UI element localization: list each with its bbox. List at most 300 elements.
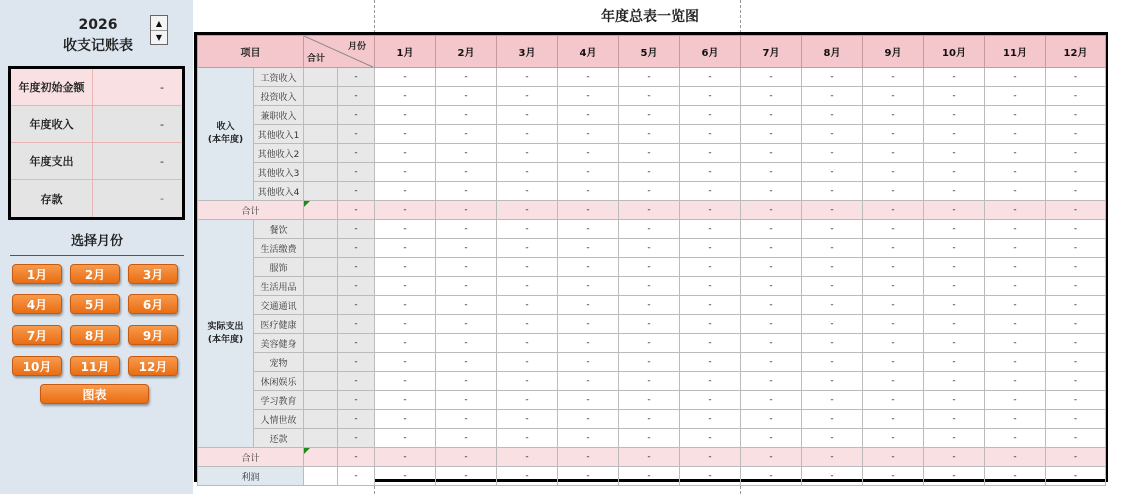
value-cell[interactable]: - [741,201,802,220]
value-cell[interactable]: - [741,68,802,87]
value-cell[interactable]: - [497,163,558,182]
value-cell[interactable]: - [924,315,985,334]
value-cell[interactable]: - [436,258,497,277]
value-cell[interactable]: - [802,391,863,410]
value-cell[interactable]: - [680,258,741,277]
category-label: 其他收入2 [254,144,304,163]
value-cell[interactable]: - [924,239,985,258]
value-cell[interactable]: - [863,410,924,429]
value-cell[interactable]: - [619,277,680,296]
value-cell[interactable]: - [863,125,924,144]
spin-up-icon[interactable]: ▲ [155,18,163,28]
value-cell[interactable]: - [680,277,741,296]
value-cell[interactable]: - [619,296,680,315]
row-total-cell: - [338,144,375,163]
value-cell[interactable]: - [680,334,741,353]
value-cell[interactable]: - [680,448,741,467]
value-cell[interactable]: - [1046,163,1106,182]
value-cell[interactable]: - [1046,467,1106,486]
header-month-4: 4月 [558,36,619,68]
value-cell[interactable]: - [680,372,741,391]
value-cell[interactable]: - [863,448,924,467]
value-cell[interactable]: - [375,353,436,372]
month-button-6[interactable]: 6月 [128,294,178,314]
value-cell[interactable]: - [436,315,497,334]
row-total-cell: - [338,87,375,106]
value-cell[interactable]: - [863,277,924,296]
value-cell[interactable]: - [436,87,497,106]
value-cell[interactable]: - [985,372,1046,391]
value-cell[interactable]: - [497,372,558,391]
value-cell[interactable]: - [436,125,497,144]
month-button-11[interactable]: 11月 [70,356,120,376]
value-cell[interactable]: - [924,296,985,315]
value-cell[interactable]: - [924,334,985,353]
value-cell[interactable]: - [436,372,497,391]
value-cell[interactable]: - [497,68,558,87]
value-cell[interactable]: - [924,144,985,163]
month-button-10[interactable]: 10月 [12,356,62,376]
value-cell[interactable]: - [558,391,619,410]
value-cell[interactable]: - [802,163,863,182]
value-cell[interactable]: - [802,467,863,486]
value-cell[interactable]: - [802,220,863,239]
value-cell[interactable]: - [741,258,802,277]
value-cell[interactable]: - [497,467,558,486]
value-cell[interactable]: - [741,296,802,315]
value-cell[interactable]: - [680,106,741,125]
value-cell[interactable]: - [436,334,497,353]
value-cell[interactable]: - [680,315,741,334]
value-cell[interactable]: - [497,315,558,334]
value-cell[interactable]: - [802,201,863,220]
value-cell[interactable]: - [802,334,863,353]
value-cell[interactable]: - [802,429,863,448]
value-cell[interactable]: - [741,372,802,391]
value-cell[interactable]: - [924,106,985,125]
value-cell[interactable]: - [802,372,863,391]
value-cell[interactable]: - [863,429,924,448]
value-cell[interactable]: - [741,467,802,486]
value-cell[interactable]: - [680,429,741,448]
value-cell[interactable]: - [558,182,619,201]
month-button-5[interactable]: 5月 [70,294,120,314]
value-cell[interactable]: - [1046,334,1106,353]
value-cell[interactable]: - [436,410,497,429]
value-cell[interactable]: - [863,353,924,372]
value-cell[interactable]: - [375,182,436,201]
category-label: 餐饮 [254,220,304,239]
value-cell[interactable]: - [436,296,497,315]
value-cell[interactable]: - [924,429,985,448]
value-cell[interactable]: - [619,163,680,182]
value-cell[interactable]: - [1046,258,1106,277]
value-cell[interactable]: - [558,125,619,144]
value-cell[interactable]: - [741,448,802,467]
value-cell[interactable]: - [375,163,436,182]
value-cell[interactable]: - [375,315,436,334]
value-cell[interactable]: - [985,220,1046,239]
value-cell[interactable]: - [619,201,680,220]
value-cell[interactable]: - [558,334,619,353]
value-cell[interactable]: - [680,467,741,486]
value-cell[interactable]: - [863,201,924,220]
value-cell[interactable]: - [1046,106,1106,125]
month-select-title: 选择月份 [70,234,123,249]
value-cell[interactable]: - [680,391,741,410]
value-cell[interactable]: - [985,429,1046,448]
row-total-cell: - [338,125,375,144]
value-cell[interactable]: - [558,372,619,391]
value-cell[interactable]: - [924,391,985,410]
value-cell[interactable]: - [375,372,436,391]
value-cell[interactable]: - [741,163,802,182]
value-cell[interactable]: - [863,467,924,486]
value-cell[interactable]: - [619,182,680,201]
month-button-12[interactable]: 12月 [128,356,178,376]
value-cell[interactable]: - [619,429,680,448]
value-cell[interactable]: - [985,106,1046,125]
value-cell[interactable]: - [924,201,985,220]
spin-down-icon[interactable]: ▼ [151,30,167,44]
value-cell[interactable]: - [985,448,1046,467]
value-cell[interactable]: - [619,220,680,239]
value-cell[interactable]: - [436,448,497,467]
value-cell[interactable]: - [985,258,1046,277]
value-cell[interactable]: - [375,391,436,410]
value-cell[interactable]: - [619,68,680,87]
value-cell[interactable]: - [497,182,558,201]
value-cell[interactable]: - [985,315,1046,334]
value-cell[interactable]: - [924,125,985,144]
value-cell[interactable]: - [497,87,558,106]
value-cell[interactable]: - [497,391,558,410]
value-cell[interactable]: - [680,125,741,144]
value-cell[interactable]: - [558,448,619,467]
value-cell[interactable]: - [985,391,1046,410]
value-cell[interactable]: - [1046,125,1106,144]
value-cell[interactable]: - [863,163,924,182]
value-cell[interactable]: - [985,410,1046,429]
value-cell[interactable]: - [863,372,924,391]
value-cell[interactable]: - [985,277,1046,296]
table-row [198,429,1106,448]
value-cell[interactable]: - [802,315,863,334]
value-cell[interactable]: - [680,410,741,429]
value-cell[interactable]: - [436,277,497,296]
value-cell[interactable]: - [985,144,1046,163]
value-cell[interactable]: - [436,467,497,486]
value-cell[interactable]: - [436,429,497,448]
value-cell[interactable]: - [985,201,1046,220]
value-cell[interactable]: - [1046,296,1106,315]
value-cell[interactable]: - [1046,410,1106,429]
error-indicator-icon [304,201,310,207]
value-cell[interactable]: - [802,182,863,201]
value-cell[interactable]: - [619,353,680,372]
value-cell[interactable]: - [680,182,741,201]
month-button-8[interactable]: 8月 [70,325,120,345]
value-cell[interactable]: - [436,353,497,372]
value-cell[interactable]: - [680,68,741,87]
value-cell[interactable]: - [497,144,558,163]
value-cell[interactable]: - [619,258,680,277]
value-cell[interactable]: - [863,68,924,87]
value-cell[interactable]: - [863,106,924,125]
value-cell[interactable]: - [863,87,924,106]
value-cell[interactable]: - [680,163,741,182]
value-cell[interactable]: - [497,429,558,448]
value-cell[interactable]: - [375,87,436,106]
value-cell[interactable]: - [802,448,863,467]
value-cell[interactable]: - [924,372,985,391]
summary-row-initial [11,69,182,106]
value-cell[interactable]: - [863,220,924,239]
value-cell[interactable]: - [436,201,497,220]
value-cell[interactable]: - [375,448,436,467]
blank-cell [304,182,338,201]
value-cell[interactable]: - [741,87,802,106]
value-cell[interactable]: - [497,201,558,220]
value-cell[interactable]: - [741,125,802,144]
value-cell[interactable]: - [802,125,863,144]
value-cell[interactable]: - [802,277,863,296]
value-cell[interactable]: - [1046,372,1106,391]
value-cell[interactable]: - [375,467,436,486]
value-cell[interactable]: - [924,410,985,429]
value-cell[interactable]: - [985,353,1046,372]
error-indicator-icon [304,448,310,454]
year-spinner[interactable] [150,15,168,45]
category-label: 其他收入1 [254,125,304,144]
value-cell[interactable]: - [863,239,924,258]
value-cell[interactable]: - [680,296,741,315]
value-cell[interactable]: - [985,182,1046,201]
value-cell[interactable]: - [1046,277,1106,296]
value-cell[interactable]: - [619,467,680,486]
value-cell[interactable]: - [1046,182,1106,201]
value-cell[interactable]: - [558,239,619,258]
value-cell[interactable]: - [1046,201,1106,220]
value-cell[interactable]: - [802,296,863,315]
category-label: 投资收入 [254,87,304,106]
value-cell[interactable]: - [985,125,1046,144]
value-cell[interactable]: - [741,391,802,410]
month-button-7[interactable]: 7月 [12,325,62,345]
value-cell[interactable]: - [741,334,802,353]
value-cell[interactable]: - [741,144,802,163]
value-cell[interactable]: - [619,315,680,334]
blank-cell [304,391,338,410]
value-cell[interactable]: - [924,182,985,201]
value-cell[interactable]: - [558,163,619,182]
value-cell[interactable]: - [680,353,741,372]
value-cell[interactable]: - [436,391,497,410]
value-cell[interactable]: - [924,220,985,239]
value-cell[interactable]: - [863,315,924,334]
value-cell[interactable]: - [1046,68,1106,87]
header-month-9: 9月 [863,36,924,68]
value-cell[interactable]: - [497,353,558,372]
value-cell[interactable]: - [375,410,436,429]
value-cell[interactable]: - [375,277,436,296]
value-cell[interactable]: - [558,87,619,106]
value-cell[interactable]: - [985,334,1046,353]
month-button-3[interactable]: 3月 [128,264,178,284]
value-cell[interactable]: - [802,353,863,372]
value-cell[interactable]: - [375,144,436,163]
value-cell[interactable]: - [375,106,436,125]
value-cell[interactable]: - [741,315,802,334]
value-cell[interactable]: - [1046,220,1106,239]
value-cell[interactable]: - [985,239,1046,258]
value-cell[interactable]: - [924,448,985,467]
value-cell[interactable]: - [436,182,497,201]
value-cell[interactable]: - [558,467,619,486]
value-cell[interactable]: - [558,144,619,163]
value-cell[interactable]: - [375,429,436,448]
value-cell[interactable]: - [497,334,558,353]
value-cell[interactable]: - [802,106,863,125]
value-cell[interactable]: - [924,258,985,277]
value-cell[interactable]: - [497,106,558,125]
value-cell[interactable]: - [802,68,863,87]
value-cell[interactable]: - [497,125,558,144]
value-cell[interactable]: - [680,201,741,220]
value-cell[interactable]: - [558,353,619,372]
value-cell[interactable]: - [497,258,558,277]
value-cell[interactable]: - [558,258,619,277]
value-cell[interactable]: - [863,182,924,201]
month-button-4[interactable]: 4月 [12,294,62,314]
value-cell[interactable]: - [1046,391,1106,410]
value-cell[interactable]: - [985,87,1046,106]
value-cell[interactable]: - [497,448,558,467]
table-row [198,182,1106,201]
value-cell[interactable]: - [863,258,924,277]
value-cell[interactable]: - [375,239,436,258]
value-cell[interactable]: - [619,334,680,353]
value-cell[interactable]: - [619,372,680,391]
value-cell[interactable]: - [863,296,924,315]
value-cell[interactable]: - [741,277,802,296]
value-cell[interactable]: - [619,87,680,106]
value-cell[interactable]: - [802,87,863,106]
value-cell[interactable]: - [497,410,558,429]
value-cell[interactable]: - [802,144,863,163]
value-cell[interactable]: - [558,429,619,448]
value-cell[interactable]: - [558,315,619,334]
value-cell[interactable]: - [619,410,680,429]
value-cell[interactable]: - [375,258,436,277]
value-cell[interactable]: - [924,163,985,182]
value-cell[interactable]: - [924,87,985,106]
value-cell[interactable]: - [375,296,436,315]
value-cell[interactable]: - [863,334,924,353]
value-cell[interactable]: - [924,353,985,372]
value-cell[interactable]: - [497,239,558,258]
value-cell[interactable]: - [741,429,802,448]
value-cell[interactable]: - [436,68,497,87]
value-cell[interactable]: - [619,125,680,144]
value-cell[interactable]: - [924,68,985,87]
value-cell[interactable]: - [802,239,863,258]
value-cell[interactable]: - [741,182,802,201]
month-button-9[interactable]: 9月 [128,325,178,345]
value-cell[interactable]: - [436,106,497,125]
value-cell[interactable]: - [558,106,619,125]
value-cell[interactable]: - [619,144,680,163]
value-cell[interactable]: - [680,87,741,106]
month-button-1[interactable]: 1月 [12,264,62,284]
value-cell[interactable]: - [863,391,924,410]
value-cell[interactable]: - [802,410,863,429]
value-cell[interactable]: - [1046,87,1106,106]
value-cell[interactable]: - [741,239,802,258]
row-total-cell: - [338,334,375,353]
table-row [198,87,1106,106]
value-cell[interactable]: - [1046,353,1106,372]
value-cell[interactable]: - [436,220,497,239]
value-cell[interactable]: - [375,201,436,220]
value-cell[interactable]: - [375,125,436,144]
value-cell[interactable]: - [497,296,558,315]
value-cell[interactable]: - [985,296,1046,315]
value-cell[interactable]: - [558,410,619,429]
value-cell[interactable]: - [497,220,558,239]
value-cell[interactable]: - [558,220,619,239]
value-cell[interactable]: - [680,239,741,258]
value-cell[interactable]: - [558,68,619,87]
value-cell[interactable]: - [375,220,436,239]
value-cell[interactable]: - [985,68,1046,87]
value-cell[interactable]: - [558,201,619,220]
value-cell[interactable]: - [741,220,802,239]
value-cell[interactable]: - [924,467,985,486]
value-cell[interactable]: - [558,296,619,315]
value-cell[interactable]: - [985,467,1046,486]
value-cell[interactable]: - [1046,429,1106,448]
value-cell[interactable]: - [558,277,619,296]
value-cell[interactable]: - [741,353,802,372]
category-label: 人情世故 [254,410,304,429]
chart-button[interactable]: 图表 [40,384,149,404]
month-button-2[interactable]: 2月 [70,264,120,284]
value-cell[interactable]: - [436,239,497,258]
value-cell[interactable]: - [619,448,680,467]
value-cell[interactable]: - [741,106,802,125]
value-cell[interactable]: - [1046,144,1106,163]
value-cell[interactable]: - [802,258,863,277]
value-cell[interactable]: - [680,220,741,239]
value-cell[interactable]: - [436,163,497,182]
value-cell[interactable]: - [680,144,741,163]
value-cell[interactable]: - [436,144,497,163]
value-cell[interactable]: - [924,277,985,296]
value-cell[interactable]: - [1046,315,1106,334]
value-cell[interactable]: - [619,239,680,258]
value-cell[interactable]: - [985,163,1046,182]
value-cell[interactable]: - [741,410,802,429]
value-cell[interactable]: - [863,144,924,163]
value-cell[interactable]: - [1046,448,1106,467]
value-cell[interactable]: - [375,334,436,353]
value-cell[interactable]: - [1046,239,1106,258]
value-cell[interactable]: - [497,277,558,296]
value-cell[interactable]: - [375,68,436,87]
value-cell[interactable]: - [619,391,680,410]
value-cell[interactable]: - [619,106,680,125]
